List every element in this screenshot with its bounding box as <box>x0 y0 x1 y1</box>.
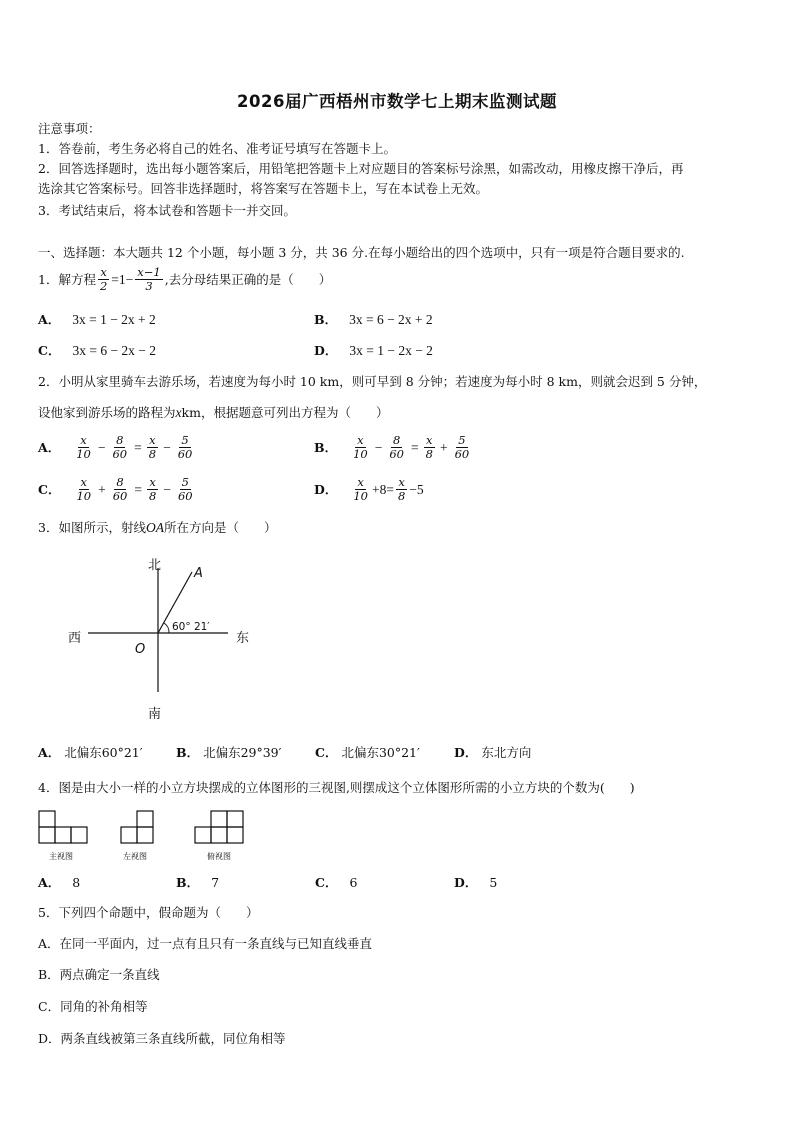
caption-left-view: 左视图 <box>123 852 147 861</box>
q1-option-c-label: C． <box>38 343 61 358</box>
notice-item-3: 3．考试结束后，将本试卷和答题卡一并交回。 <box>38 203 296 218</box>
q1-fraction-left <box>98 266 109 293</box>
q2b-frac3 <box>424 434 435 461</box>
q2c-f1n: x <box>80 475 88 489</box>
question-3-stem <box>38 520 276 536</box>
q4-option-d <box>454 875 497 891</box>
q2a-eq: = <box>134 439 142 455</box>
q2-option-a-label: A． <box>38 439 61 455</box>
q2c-f2d: 60 <box>112 489 128 503</box>
q1-option-b-text: 3x = 6 − 2x + 2 <box>349 312 433 327</box>
q4-option-a-label: A． <box>38 875 61 890</box>
q1-frac-right-den: 3 <box>145 279 153 293</box>
caption-top-view: 俯视图 <box>207 852 231 861</box>
q2d-f1n: x <box>357 475 364 489</box>
q3-option-d-label: D． <box>454 745 478 760</box>
q2-option-a <box>38 434 196 461</box>
q1-frac-left-den: 2 <box>99 279 108 293</box>
q1-suffix: ,去分母结果正确的是（ ） <box>164 271 332 287</box>
q2b-frac4 <box>453 434 472 461</box>
q3-option-a <box>38 745 143 761</box>
q3-stem-a: 3．如图所示，射线 <box>38 520 146 535</box>
q2a-f1d: 10 <box>76 447 91 461</box>
q2d-tail: −5 <box>409 481 424 497</box>
q2c-frac3 <box>147 476 158 503</box>
q4-option-a-text: 8 <box>72 875 81 890</box>
label-origin: O <box>135 642 146 657</box>
q2b-eq: = <box>410 439 419 455</box>
q2c-f4d: 60 <box>177 489 193 503</box>
q2d-frac2 <box>396 476 407 503</box>
q2-line2-var: x <box>175 405 182 420</box>
question-2-stem-line2 <box>38 405 388 421</box>
q2a-frac1 <box>74 434 93 461</box>
q2-option-b <box>314 434 473 461</box>
question-5-stem: 5．下列四个命题中，假命题为（ ） <box>38 905 259 920</box>
q1-option-c <box>38 343 156 359</box>
notice-heading: 注意事项： <box>38 121 101 136</box>
q2c-frac1 <box>74 476 93 503</box>
q1-option-a-label: A． <box>38 312 61 327</box>
label-north: 北 <box>148 558 162 573</box>
q4-option-b <box>176 875 219 891</box>
q2a-f3d: 8 <box>148 447 157 461</box>
q1-option-b-label: B． <box>314 312 338 327</box>
q5-option-a: A．在同一平面内，过一点有且只有一条直线与已知直线垂直 <box>38 936 373 951</box>
q2b-f2d: 60 <box>389 447 404 461</box>
q3-option-b <box>176 745 281 761</box>
q2d-f2n: x <box>398 475 405 489</box>
q1-frac-right-num: x−1 <box>137 265 161 279</box>
q1-option-b <box>314 312 433 328</box>
q2-line2-b: km，根据题意可列出方程为（ ） <box>181 405 389 420</box>
q2c-f3d: 8 <box>148 489 157 503</box>
q2b-op2: + <box>439 439 448 455</box>
q2a-op2: − <box>163 439 171 455</box>
q5-option-b: B．两点确定一条直线 <box>38 967 160 982</box>
q3-option-b-text: 北偏东29°39′ <box>203 745 282 760</box>
q1-option-d <box>314 343 433 359</box>
q4-option-d-text: 5 <box>489 875 498 890</box>
q1-prefix: 1．解方程 <box>38 271 96 287</box>
notice-item-2: 2．回答选择题时，选出每小题答案后，用铅笔把答题卡上对应题目的答案标号涂黑，如需改动，用橡皮擦干净后，再 <box>38 161 684 176</box>
q2a-f4d: 60 <box>177 447 193 461</box>
q1-eq-mid: =1− <box>111 271 134 287</box>
q3-option-c <box>315 745 420 761</box>
three-views-diagram <box>37 808 247 848</box>
q2-option-c-label: C． <box>38 481 61 497</box>
q2-option-d <box>314 476 424 503</box>
q2b-f3d: 8 <box>425 447 433 461</box>
label-angle: 60° 21′ <box>172 621 210 633</box>
q2c-op2: − <box>163 481 171 497</box>
q2d-frac1 <box>351 476 370 503</box>
caption-front-view: 主视图 <box>49 852 73 861</box>
top-view <box>195 811 243 843</box>
q5-option-c: C．同角的补角相等 <box>38 999 148 1014</box>
notice-item-1: 1．答卷前，考生务必将自己的姓名、准考证号填写在答题卡上。 <box>38 141 396 156</box>
q2c-frac2 <box>111 476 130 503</box>
q1-option-a-text: 3x = 1 − 2x + 2 <box>72 312 156 327</box>
q1-option-d-label: D． <box>314 343 338 358</box>
q2b-f4n: 5 <box>458 433 466 447</box>
q2c-f4n: 5 <box>181 475 189 489</box>
q1-option-a <box>38 312 156 328</box>
q2c-op1: + <box>98 481 106 497</box>
q2b-f1d: 10 <box>353 447 368 461</box>
q4-option-b-label: B． <box>176 875 200 890</box>
q2d-f2d: 8 <box>397 489 406 503</box>
question-1-stem <box>38 266 331 293</box>
q2d-f1d: 10 <box>353 489 368 503</box>
q4-option-c-text: 6 <box>349 875 358 890</box>
q2b-op1: − <box>374 439 383 455</box>
q2b-f3n: x <box>426 433 433 447</box>
q4-option-c-label: C． <box>315 875 338 890</box>
q2a-f2d: 60 <box>112 447 128 461</box>
q3-stem-var: OA <box>145 520 164 535</box>
q2b-frac1 <box>351 434 370 461</box>
q2-option-b-label: B． <box>314 439 338 455</box>
q2b-f2n: 8 <box>393 433 401 447</box>
q2c-f3n: x <box>149 475 156 489</box>
q2a-f4n: 5 <box>181 433 189 447</box>
q3-option-a-label: A． <box>38 745 61 760</box>
q4-option-b-text: 7 <box>211 875 220 890</box>
q2b-f4d: 60 <box>454 447 470 461</box>
left-view <box>121 811 153 843</box>
section-heading: 一、选择题：本大题共 12 个小题，每小题 3 分，共 36 分.在每小题给出的四个选项中，只有一项是符合题目要求的. <box>38 245 685 260</box>
question-4-stem: 4．图是由大小一样的小立方块摆成的立体图形的三视图,则摆成这个立体图形所需的小立方块的个数为( ) <box>38 780 635 795</box>
q1-option-d-text: 3x = 1 − 2x − 2 <box>349 343 433 358</box>
compass-figure <box>60 550 270 725</box>
q3-stem-b: 所在方向是（ ） <box>163 520 277 535</box>
q2a-frac2 <box>110 434 129 461</box>
three-views-figure <box>37 808 247 863</box>
front-view <box>39 811 87 843</box>
q1-option-c-text: 3x = 6 − 2x − 2 <box>72 343 157 358</box>
q2-option-c <box>38 476 197 503</box>
q3-option-d <box>454 745 531 761</box>
q2b-f1n: x <box>357 433 364 447</box>
q2-line2-a: 设他家到游乐场的路程为 <box>38 405 176 420</box>
q2a-frac3 <box>147 434 158 461</box>
q2a-f3n: x <box>149 433 156 447</box>
question-2-stem-line1: 2．小明从家里骑车去游乐场，若速度为每小时 10 km，则可早到 8 分钟；若速度为每小时 8 km，则就会迟到 5 分钟， <box>38 374 707 389</box>
q4-option-a <box>38 875 80 891</box>
q2b-frac2 <box>387 434 406 461</box>
q2a-frac4 <box>176 434 195 461</box>
q3-option-a-text: 北偏东60°21′ <box>64 745 143 760</box>
q2a-f2n: 8 <box>116 433 124 447</box>
q2c-frac4 <box>176 476 195 503</box>
label-point-a: A <box>194 566 203 581</box>
q3-option-b-label: B． <box>176 745 200 760</box>
q1-fraction-right <box>135 266 162 293</box>
q2a-op1: − <box>97 439 106 455</box>
angle-arc <box>164 623 169 633</box>
label-east: 东 <box>236 631 250 646</box>
notice-item-2-cont: 选涂其它答案标号。回答非选择题时，将答案写在答题卡上，写在本试卷上无效。 <box>38 181 489 196</box>
q1-frac-left-num: x <box>100 265 107 279</box>
q3-option-d-text: 东北方向 <box>481 745 532 760</box>
q4-option-d-label: D． <box>454 875 478 890</box>
q2c-f2n: 8 <box>116 475 124 489</box>
label-south: 南 <box>148 707 162 722</box>
q2c-f1d: 10 <box>76 489 92 503</box>
q2a-f1n: x <box>80 433 87 447</box>
q3-option-c-label: C． <box>315 745 338 760</box>
q3-option-c-text: 北偏东30°21′ <box>341 745 420 760</box>
page-title: 2026届广西梧州市数学七上期末监测试题 <box>237 92 557 111</box>
label-west: 西 <box>68 631 82 646</box>
q2-option-d-label: D． <box>314 481 338 497</box>
q2d-mid: +8= <box>371 481 394 497</box>
q4-option-c <box>315 875 357 891</box>
q5-option-d: D．两条直线被第三条直线所截，同位角相等 <box>38 1031 286 1046</box>
q2c-eq: = <box>134 481 142 497</box>
